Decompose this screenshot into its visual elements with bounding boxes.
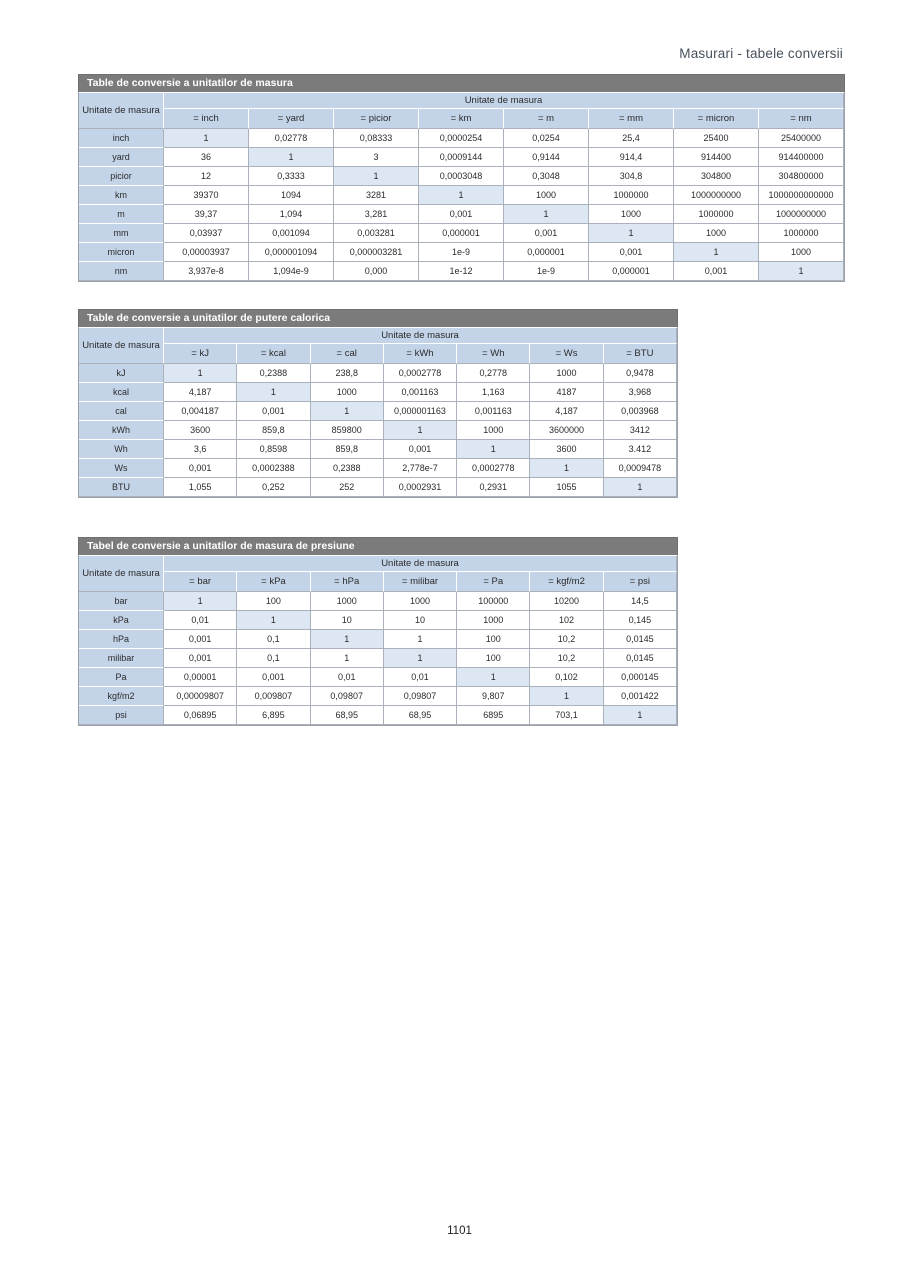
conversion-value-cell: 0,08333 bbox=[334, 129, 419, 148]
conversion-value-cell: 3281 bbox=[334, 186, 419, 205]
page-number: 1101 bbox=[447, 1225, 472, 1237]
row-header-label: Unitate de masura bbox=[79, 93, 164, 129]
table-row bbox=[79, 148, 844, 167]
conversion-value-cell: 0,000001 bbox=[419, 224, 504, 243]
conversion-value-cell: 100 bbox=[457, 649, 530, 668]
conversion-value-cell: 0,9478 bbox=[604, 364, 677, 383]
table-row bbox=[79, 402, 677, 421]
conversion-value-cell: 859,8 bbox=[311, 440, 384, 459]
conversion-value-cell: 0,8598 bbox=[237, 440, 310, 459]
conversion-value-cell: 0,01 bbox=[384, 668, 457, 687]
conversion-value-cell: 100 bbox=[457, 630, 530, 649]
table-row bbox=[79, 592, 677, 611]
conversion-value-cell: 0,1 bbox=[237, 630, 310, 649]
conversion-value-cell: 1 bbox=[604, 706, 677, 725]
energy-conversion-table bbox=[78, 309, 678, 498]
table-title-bar: Table de conversie a unitatilor de masura bbox=[78, 74, 845, 93]
column-header: = kgf/m2 bbox=[530, 572, 603, 592]
conversion-value-cell: 0,02778 bbox=[249, 129, 334, 148]
conversion-value-cell: 1000 bbox=[311, 592, 384, 611]
conversion-value-cell: 10,2 bbox=[530, 630, 603, 649]
table-row bbox=[79, 478, 677, 497]
conversion-value-cell: 1 bbox=[589, 224, 674, 243]
conversion-value-cell: 0,00003937 bbox=[164, 243, 249, 262]
conversion-value-cell: 0,000001094 bbox=[249, 243, 334, 262]
table-frame bbox=[78, 93, 845, 282]
conversion-value-cell: 6895 bbox=[457, 706, 530, 725]
table-row bbox=[79, 243, 844, 262]
column-header: = kcal bbox=[237, 344, 310, 364]
conversion-value-cell: 1 bbox=[457, 440, 530, 459]
conversion-value-cell: 914400 bbox=[674, 148, 759, 167]
conversion-value-cell: 0,0254 bbox=[504, 129, 589, 148]
conversion-value-cell: 0,2778 bbox=[457, 364, 530, 383]
conversion-value-cell: 0,001 bbox=[674, 262, 759, 281]
conversion-value-cell: 0,102 bbox=[530, 668, 603, 687]
unit-name-cell: psi bbox=[79, 706, 164, 725]
conversion-value-cell: 0,3048 bbox=[504, 167, 589, 186]
conversion-value-cell: 1000 bbox=[759, 243, 844, 262]
table-frame bbox=[78, 556, 678, 726]
conversion-value-cell: 1 bbox=[384, 630, 457, 649]
conversion-value-cell: 0,01 bbox=[164, 611, 237, 630]
table-row bbox=[79, 687, 677, 706]
conversion-value-cell: 304800 bbox=[674, 167, 759, 186]
group-header: Unitate de masura bbox=[164, 328, 677, 344]
conversion-value-cell: 0,00009807 bbox=[164, 687, 237, 706]
conversion-value-cell: 25400 bbox=[674, 129, 759, 148]
conversion-value-cell: 68,95 bbox=[384, 706, 457, 725]
unit-name-cell: mm bbox=[79, 224, 164, 243]
conversion-value-cell: 4,187 bbox=[164, 383, 237, 402]
unit-name-cell: kgf/m2 bbox=[79, 687, 164, 706]
conversion-value-cell: 0,0009144 bbox=[419, 148, 504, 167]
column-header: = m bbox=[504, 109, 589, 129]
conversion-value-cell: 0,001163 bbox=[384, 383, 457, 402]
column-header: = Pa bbox=[457, 572, 530, 592]
conversion-value-cell: 0,009807 bbox=[237, 687, 310, 706]
conversion-value-cell: 4187 bbox=[530, 383, 603, 402]
unit-name-cell: bar bbox=[79, 592, 164, 611]
conversion-value-cell: 25400000 bbox=[759, 129, 844, 148]
conversion-table bbox=[79, 93, 844, 281]
column-header: = kJ bbox=[164, 344, 237, 364]
conversion-value-cell: 0,001094 bbox=[249, 224, 334, 243]
conversion-value-cell: 3.412 bbox=[604, 440, 677, 459]
unit-name-cell: kWh bbox=[79, 421, 164, 440]
conversion-value-cell: 0,0145 bbox=[604, 649, 677, 668]
conversion-value-cell: 0,000003281 bbox=[334, 243, 419, 262]
conversion-value-cell: 3,937e-8 bbox=[164, 262, 249, 281]
page-header-title: Masurari - tabele conversii bbox=[679, 46, 843, 61]
conversion-value-cell: 1e-9 bbox=[504, 262, 589, 281]
conversion-value-cell: 0,0002388 bbox=[237, 459, 310, 478]
conversion-value-cell: 1055 bbox=[530, 478, 603, 497]
unit-name-cell: kPa bbox=[79, 611, 164, 630]
conversion-value-cell: 100 bbox=[237, 592, 310, 611]
conversion-value-cell: 0,004187 bbox=[164, 402, 237, 421]
conversion-value-cell: 1000000000 bbox=[674, 186, 759, 205]
conversion-value-cell: 0,001422 bbox=[604, 687, 677, 706]
table-row bbox=[79, 611, 677, 630]
conversion-value-cell: 3,281 bbox=[334, 205, 419, 224]
conversion-value-cell: 0,0003048 bbox=[419, 167, 504, 186]
conversion-value-cell: 4,187 bbox=[530, 402, 603, 421]
conversion-value-cell: 0,09807 bbox=[384, 687, 457, 706]
column-header: = milibar bbox=[384, 572, 457, 592]
conversion-value-cell: 238,8 bbox=[311, 364, 384, 383]
unit-name-cell: km bbox=[79, 186, 164, 205]
conversion-value-cell: 0,0002778 bbox=[457, 459, 530, 478]
table-row bbox=[79, 383, 677, 402]
column-header: = picior bbox=[334, 109, 419, 129]
unit-name-cell: yard bbox=[79, 148, 164, 167]
conversion-value-cell: 1000 bbox=[311, 383, 384, 402]
table-row bbox=[79, 186, 844, 205]
conversion-value-cell: 859,8 bbox=[237, 421, 310, 440]
conversion-value-cell: 1 bbox=[419, 186, 504, 205]
table-row bbox=[79, 129, 844, 148]
conversion-value-cell: 1094 bbox=[249, 186, 334, 205]
table-row bbox=[79, 459, 677, 478]
conversion-value-cell: 0,001 bbox=[589, 243, 674, 262]
conversion-value-cell: 0,01 bbox=[311, 668, 384, 687]
conversion-value-cell: 1e-9 bbox=[419, 243, 504, 262]
table-row bbox=[79, 224, 844, 243]
conversion-value-cell: 0,0002778 bbox=[384, 364, 457, 383]
conversion-value-cell: 0,0002931 bbox=[384, 478, 457, 497]
table-frame bbox=[78, 328, 678, 498]
conversion-value-cell: 0,252 bbox=[237, 478, 310, 497]
conversion-value-cell: 25,4 bbox=[589, 129, 674, 148]
conversion-value-cell: 1 bbox=[164, 592, 237, 611]
conversion-value-cell: 10200 bbox=[530, 592, 603, 611]
conversion-value-cell: 1,163 bbox=[457, 383, 530, 402]
conversion-value-cell: 0,000 bbox=[334, 262, 419, 281]
table-row bbox=[79, 205, 844, 224]
conversion-value-cell: 0,000001163 bbox=[384, 402, 457, 421]
column-header: = BTU bbox=[604, 344, 677, 364]
conversion-value-cell: 14,5 bbox=[604, 592, 677, 611]
conversion-value-cell: 0,001163 bbox=[457, 402, 530, 421]
column-header: = bar bbox=[164, 572, 237, 592]
conversion-value-cell: 10,2 bbox=[530, 649, 603, 668]
conversion-value-cell: 1,094e-9 bbox=[249, 262, 334, 281]
conversion-value-cell: 0,001 bbox=[504, 224, 589, 243]
conversion-value-cell: 1000000000 bbox=[759, 205, 844, 224]
unit-name-cell: nm bbox=[79, 262, 164, 281]
unit-name-cell: inch bbox=[79, 129, 164, 148]
conversion-value-cell: 2,778e-7 bbox=[384, 459, 457, 478]
unit-name-cell: BTU bbox=[79, 478, 164, 497]
conversion-value-cell: 1 bbox=[384, 649, 457, 668]
conversion-value-cell: 0,0000254 bbox=[419, 129, 504, 148]
conversion-value-cell: 3412 bbox=[604, 421, 677, 440]
table-row bbox=[79, 668, 677, 687]
conversion-value-cell: 304800000 bbox=[759, 167, 844, 186]
conversion-value-cell: 0,0145 bbox=[604, 630, 677, 649]
column-header: = psi bbox=[604, 572, 677, 592]
conversion-value-cell: 0,001 bbox=[164, 649, 237, 668]
conversion-value-cell: 1 bbox=[504, 205, 589, 224]
row-header-label: Unitate de masura bbox=[79, 556, 164, 592]
conversion-value-cell: 0,001 bbox=[384, 440, 457, 459]
unit-name-cell: Pa bbox=[79, 668, 164, 687]
conversion-value-cell: 1 bbox=[384, 421, 457, 440]
conversion-value-cell: 1 bbox=[249, 148, 334, 167]
table-row bbox=[79, 440, 677, 459]
column-header: = kPa bbox=[237, 572, 310, 592]
conversion-value-cell: 0,2931 bbox=[457, 478, 530, 497]
conversion-value-cell: 1 bbox=[759, 262, 844, 281]
unit-name-cell: Wh bbox=[79, 440, 164, 459]
conversion-value-cell: 1 bbox=[334, 167, 419, 186]
conversion-value-cell: 3,968 bbox=[604, 383, 677, 402]
conversion-value-cell: 0,3333 bbox=[249, 167, 334, 186]
conversion-value-cell: 1 bbox=[164, 129, 249, 148]
conversion-value-cell: 1 bbox=[530, 687, 603, 706]
conversion-value-cell: 0,00001 bbox=[164, 668, 237, 687]
conversion-value-cell: 3600 bbox=[164, 421, 237, 440]
conversion-value-cell: 0,000145 bbox=[604, 668, 677, 687]
conversion-value-cell: 1000000 bbox=[759, 224, 844, 243]
conversion-value-cell: 1 bbox=[164, 364, 237, 383]
conversion-value-cell: 1 bbox=[311, 649, 384, 668]
column-header: = Ws bbox=[530, 344, 603, 364]
conversion-value-cell: 859800 bbox=[311, 421, 384, 440]
conversion-value-cell: 102 bbox=[530, 611, 603, 630]
conversion-value-cell: 100000 bbox=[457, 592, 530, 611]
conversion-value-cell: 1,094 bbox=[249, 205, 334, 224]
conversion-value-cell: 3600 bbox=[530, 440, 603, 459]
conversion-value-cell: 1000 bbox=[674, 224, 759, 243]
conversion-value-cell: 0,003968 bbox=[604, 402, 677, 421]
conversion-value-cell: 0,0009478 bbox=[604, 459, 677, 478]
conversion-value-cell: 252 bbox=[311, 478, 384, 497]
column-header: = mm bbox=[589, 109, 674, 129]
conversion-value-cell: 39370 bbox=[164, 186, 249, 205]
conversion-value-cell: 0,001 bbox=[164, 630, 237, 649]
table-title-bar: Table de conversie a unitatilor de putere calorica bbox=[78, 309, 678, 328]
conversion-value-cell: 3600000 bbox=[530, 421, 603, 440]
conversion-value-cell: 0,09807 bbox=[311, 687, 384, 706]
column-header: = km bbox=[419, 109, 504, 129]
conversion-value-cell: 1000 bbox=[384, 592, 457, 611]
conversion-value-cell: 68,95 bbox=[311, 706, 384, 725]
conversion-value-cell: 0,001 bbox=[164, 459, 237, 478]
conversion-value-cell: 12 bbox=[164, 167, 249, 186]
conversion-value-cell: 0,06895 bbox=[164, 706, 237, 725]
pressure-conversion-table bbox=[78, 537, 678, 726]
table-row bbox=[79, 262, 844, 281]
conversion-value-cell: 1000 bbox=[457, 611, 530, 630]
table-row bbox=[79, 706, 677, 725]
conversion-value-cell: 0,2388 bbox=[237, 364, 310, 383]
conversion-value-cell: 0,001 bbox=[237, 402, 310, 421]
conversion-value-cell: 6,895 bbox=[237, 706, 310, 725]
conversion-table bbox=[79, 556, 677, 725]
conversion-value-cell: 0,000001 bbox=[504, 243, 589, 262]
conversion-value-cell: 1 bbox=[530, 459, 603, 478]
unit-name-cell: picior bbox=[79, 167, 164, 186]
conversion-value-cell: 1000 bbox=[530, 364, 603, 383]
table-row bbox=[79, 167, 844, 186]
group-header: Unitate de masura bbox=[164, 93, 844, 109]
conversion-value-cell: 3 bbox=[334, 148, 419, 167]
conversion-value-cell: 1,055 bbox=[164, 478, 237, 497]
conversion-value-cell: 1 bbox=[604, 478, 677, 497]
column-header: = Wh bbox=[457, 344, 530, 364]
conversion-value-cell: 36 bbox=[164, 148, 249, 167]
conversion-value-cell: 1 bbox=[674, 243, 759, 262]
column-header: = inch bbox=[164, 109, 249, 129]
conversion-value-cell: 914400000 bbox=[759, 148, 844, 167]
row-header-label: Unitate de masura bbox=[79, 328, 164, 364]
conversion-value-cell: 3,6 bbox=[164, 440, 237, 459]
conversion-value-cell: 0,1 bbox=[237, 649, 310, 668]
unit-name-cell: kJ bbox=[79, 364, 164, 383]
conversion-value-cell: 39,37 bbox=[164, 205, 249, 224]
conversion-value-cell: 0,145 bbox=[604, 611, 677, 630]
conversion-value-cell: 1000 bbox=[457, 421, 530, 440]
conversion-value-cell: 0,03937 bbox=[164, 224, 249, 243]
conversion-value-cell: 10 bbox=[384, 611, 457, 630]
conversion-value-cell: 914,4 bbox=[589, 148, 674, 167]
table-row bbox=[79, 364, 677, 383]
conversion-value-cell: 0,001 bbox=[237, 668, 310, 687]
unit-name-cell: hPa bbox=[79, 630, 164, 649]
group-header: Unitate de masura bbox=[164, 556, 677, 572]
column-header: = micron bbox=[674, 109, 759, 129]
table-title-bar: Tabel de conversie a unitatilor de masura de presiune bbox=[78, 537, 678, 556]
conversion-value-cell: 1000 bbox=[589, 205, 674, 224]
unit-name-cell: kcal bbox=[79, 383, 164, 402]
conversion-value-cell: 0,000001 bbox=[589, 262, 674, 281]
conversion-value-cell: 1000000 bbox=[589, 186, 674, 205]
column-header: = hPa bbox=[311, 572, 384, 592]
conversion-value-cell: 1000 bbox=[504, 186, 589, 205]
conversion-value-cell: 1 bbox=[237, 383, 310, 402]
column-header: = yard bbox=[249, 109, 334, 129]
conversion-value-cell: 1e-12 bbox=[419, 262, 504, 281]
conversion-value-cell: 9,807 bbox=[457, 687, 530, 706]
column-header: = nm bbox=[759, 109, 844, 129]
unit-name-cell: milibar bbox=[79, 649, 164, 668]
conversion-value-cell: 304,8 bbox=[589, 167, 674, 186]
unit-name-cell: cal bbox=[79, 402, 164, 421]
table-row bbox=[79, 649, 677, 668]
column-header: = cal bbox=[311, 344, 384, 364]
column-header: = kWh bbox=[384, 344, 457, 364]
conversion-value-cell: 1000000000000 bbox=[759, 186, 844, 205]
conversion-table bbox=[79, 328, 677, 497]
conversion-value-cell: 0,001 bbox=[419, 205, 504, 224]
table-row bbox=[79, 630, 677, 649]
unit-name-cell: m bbox=[79, 205, 164, 224]
length-conversion-table bbox=[78, 74, 845, 282]
conversion-value-cell: 1 bbox=[311, 630, 384, 649]
conversion-value-cell: 0,9144 bbox=[504, 148, 589, 167]
conversion-value-cell: 0,2388 bbox=[311, 459, 384, 478]
conversion-value-cell: 0,003281 bbox=[334, 224, 419, 243]
unit-name-cell: Ws bbox=[79, 459, 164, 478]
conversion-value-cell: 1 bbox=[237, 611, 310, 630]
conversion-value-cell: 10 bbox=[311, 611, 384, 630]
conversion-value-cell: 703,1 bbox=[530, 706, 603, 725]
conversion-value-cell: 1 bbox=[457, 668, 530, 687]
unit-name-cell: micron bbox=[79, 243, 164, 262]
table-row bbox=[79, 421, 677, 440]
conversion-value-cell: 1000000 bbox=[674, 205, 759, 224]
conversion-value-cell: 1 bbox=[311, 402, 384, 421]
